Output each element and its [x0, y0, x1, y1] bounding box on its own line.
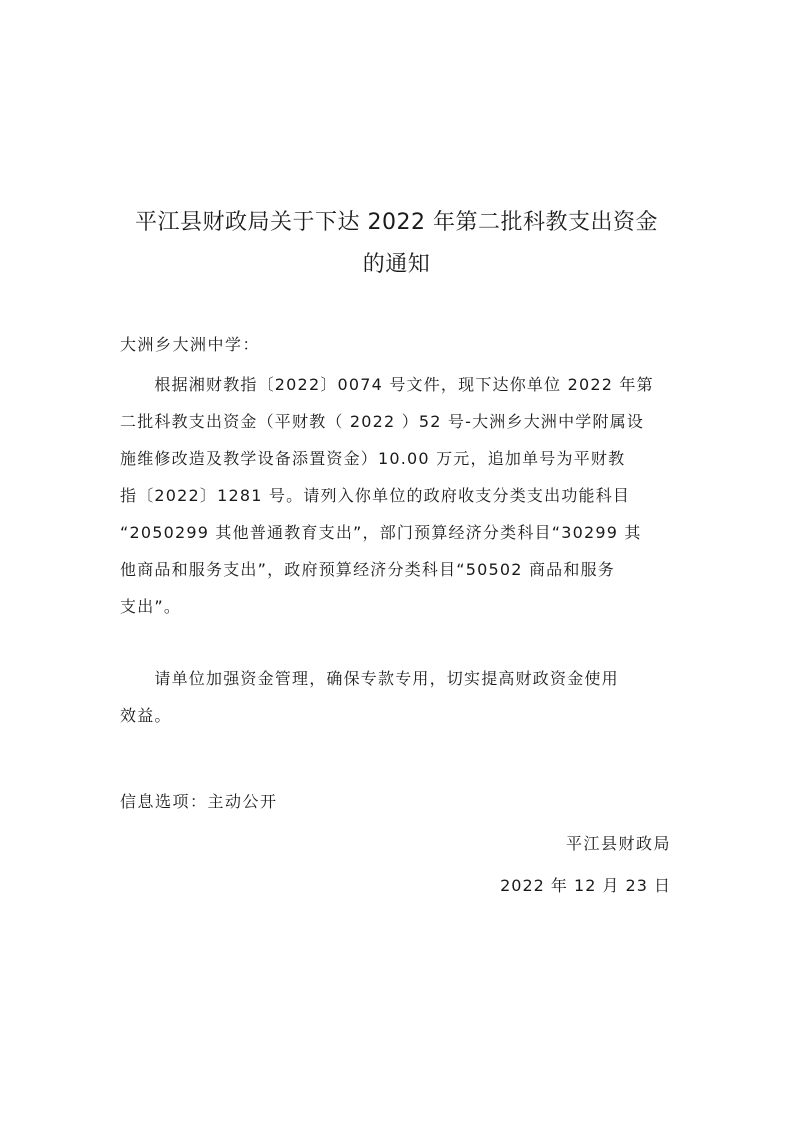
paragraph-1-line: “2050299 其他普通教育支出”，部门预算经济分类科目“30299 其: [120, 523, 642, 542]
body-paragraph-2: [120, 660, 680, 734]
paragraph-2-line: 请单位加强资金管理，确保专款专用，切实提高财政资金使用: [120, 669, 619, 688]
paragraph-1-line: 指〔2022〕1281 号。请列入你单位的政府收支分类支出功能科目: [120, 486, 631, 505]
paragraph-1-line: 他商品和服务支出”，政府预算经济分类科目“50502 商品和服务: [120, 560, 615, 579]
document-title-line-2: 的通知: [362, 252, 431, 277]
paragraph-1-line: 根据湘财教指〔2022〕0074 号文件，现下达你单位 2022 年第: [120, 375, 654, 394]
paragraph-1-line: 二批科教支出资金（平财教（ 2022 ）52 号-大洲乡大洲中学附属设: [120, 412, 645, 431]
signer-name: 平江县财政局: [565, 834, 671, 853]
salutation: 大洲乡大洲中学：: [120, 335, 261, 354]
document-date: 2022 年 12 月 23 日: [500, 876, 671, 895]
document-title: [100, 202, 693, 286]
document-title-line-1: 平江县财政局关于下达 2022 年第二批科教支出资金: [135, 210, 658, 235]
paragraph-1-line: 支出”。: [120, 597, 182, 616]
body-paragraph-1: [120, 366, 680, 625]
paragraph-2-line: 效益。: [120, 706, 172, 725]
info-option: 信息选项：主动公开: [120, 792, 278, 811]
paragraph-1-line: 施维修改造及教学设备添置资金）10.00 万元，追加单号为平财教: [120, 449, 626, 468]
